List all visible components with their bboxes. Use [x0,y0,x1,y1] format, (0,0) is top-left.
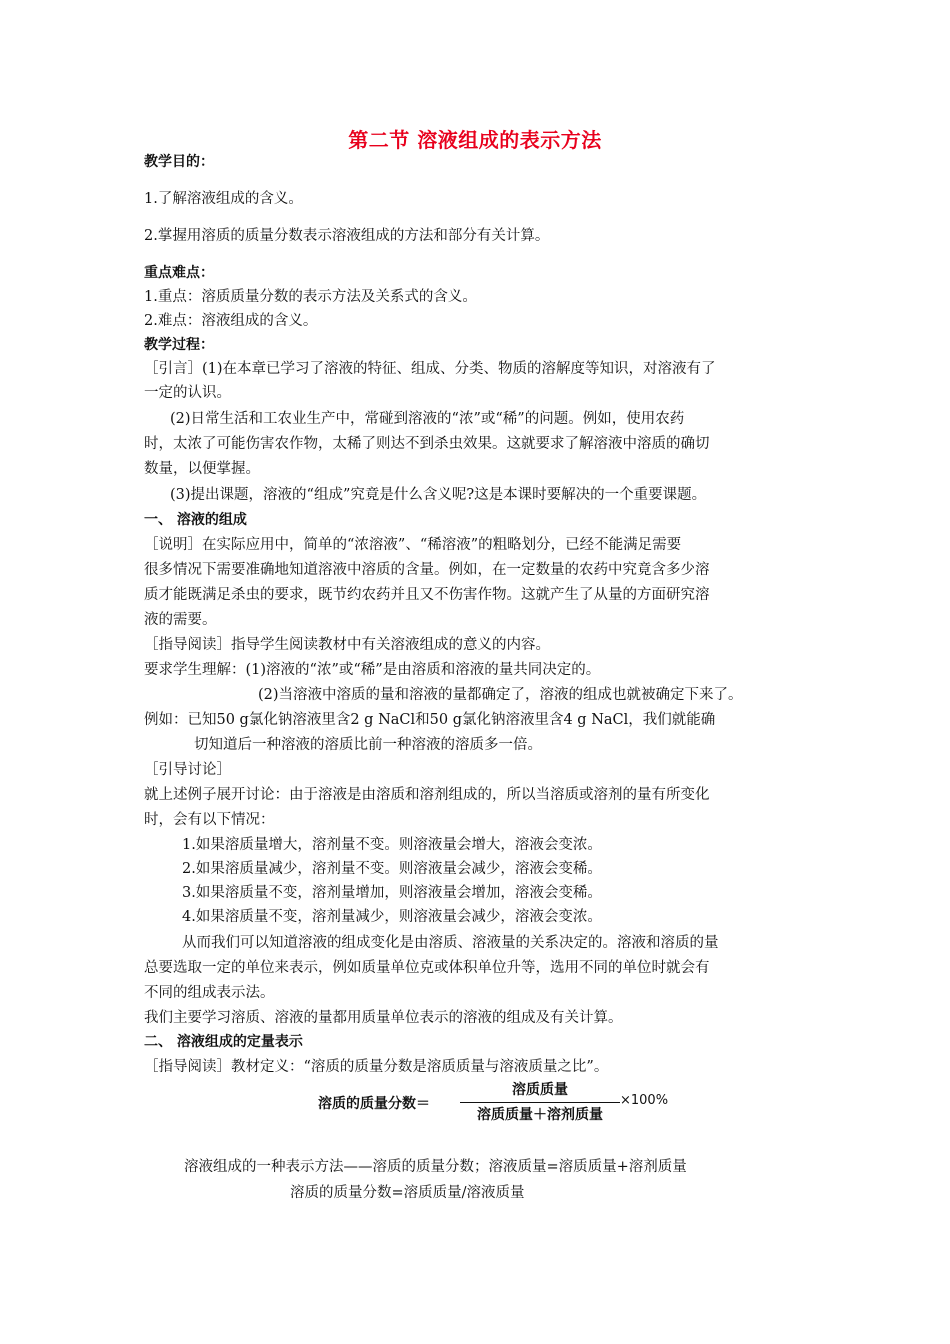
objective-1: 1.了解溶液组成的含义。 [144,191,303,207]
heading-part-2: 二、 溶液组成的定量表示 [144,1034,303,1050]
paragraph-line: (2)日常生活和工农业生产中，常碰到溶液的“浓”或“稀”的问题。例如，使用农药 [170,411,685,427]
paragraph-line: 我们主要学习溶质、溶液的量都用质量单位表示的溶液的组成及有关计算。 [144,1010,623,1026]
formula-lhs: 溶质的质量分数＝ [318,1096,430,1112]
paragraph-line: ［指导阅读］指导学生阅读教材中有关溶液组成的意义的内容。 [144,637,550,653]
paragraph-line: 就上述例子展开讨论：由于溶液是由溶质和溶剂组成的，所以当溶质或溶剂的量有所变化 [144,787,710,803]
formula-percent: ×100% [620,1093,669,1108]
paragraph-line: 时，会有以下情况： [144,812,275,828]
paragraph-line: ［引导讨论］ [144,762,231,778]
list-item: 4.如果溶质量不变，溶剂量减少，则溶液量会减少，溶液会变浓。 [182,909,602,925]
objective-2: 2.掌握用溶质的质量分数表示溶液组成的方法和部分有关计算。 [144,228,550,244]
paragraph-line: (2)当溶液中溶质的量和溶液的量都确定了，溶液的组成也就被确定下来了。 [258,687,743,703]
paragraph-line: 液的需要。 [144,612,217,628]
paragraph-line: 从而我们可以知道溶液的组成变化是由溶质、溶液量的关系决定的。溶液和溶质的量 [182,935,719,951]
section-title: 第二节 溶液组成的表示方法 [348,128,602,152]
formula-fraction [460,1079,620,1126]
paragraph-line: 时，太浓了可能伤害农作物，太稀了则达不到杀虫效果。这就要求了解溶液中溶质的确切 [144,436,710,452]
key-point-2: 2.难点：溶液组成的含义。 [144,313,318,329]
paragraph-line: 质才能既满足杀虫的要求，既节约农药并且又不伤害作物。这就产生了从量的方面研究溶 [144,587,710,603]
key-point-1: 1.重点：溶质质量分数的表示方法及关系式的含义。 [144,289,477,305]
fraction-bar [460,1102,620,1103]
paragraph-line: 一定的认识。 [144,385,231,401]
paragraph-line: ［说明］在实际应用中，简单的“浓溶液”、“稀溶液”的粗略划分，已经不能满足需要 [144,537,682,553]
paragraph-line: (3)提出课题，溶液的“组成”究竟是什么含义呢?这是本课时要解决的一个重要课题。 [170,487,707,503]
paragraph-line: 很多情况下需要准确地知道溶液中溶质的含量。例如，在一定数量的农药中究竟含多少溶 [144,562,710,578]
heading-objectives: 教学目的： [144,154,214,170]
mass-fraction-formula [318,1079,668,1129]
paragraph-line: 溶质的质量分数=溶质质量/溶液质量 [290,1185,525,1201]
paragraph-line: 溶液组成的一种表示方法——溶质的质量分数；溶液质量=溶质质量+溶剂质量 [184,1159,687,1175]
paragraph-line: 例如：已知50 g氯化钠溶液里含2 g NaCl和50 g氯化钠溶液里含4 g NaCl，我们就能确 [144,712,716,728]
paragraph-line: 不同的组成表示法。 [144,985,275,1001]
paragraph-line: 要求学生理解：(1)溶液的“浓”或“稀”是由溶质和溶液的量共同决定的。 [144,662,601,678]
list-item: 2.如果溶质量减少，溶剂量不变。则溶液量会减少，溶液会变稀。 [182,861,602,877]
heading-key-points: 重点难点： [144,265,214,281]
paragraph-line: 总要选取一定的单位来表示，例如质量单位克或体积单位升等，选用不同的单位时就会有 [144,960,710,976]
formula-denominator: 溶质质量＋溶剂质量 [477,1107,603,1123]
list-item: 1.如果溶质量增大，溶剂量不变。则溶液量会增大，溶液会变浓。 [182,837,602,853]
paragraph-line: ［引言］(1)在本章已学习了溶液的特征、组成、分类、物质的溶解度等知识，对溶液有了 [144,361,716,377]
paragraph-line: ［指导阅读］教材定义：“溶质的质量分数是溶质质量与溶液质量之比”。 [144,1059,609,1075]
heading-part-1: 一、 溶液的组成 [144,512,247,528]
paragraph-line: 数量，以便掌握。 [144,461,260,477]
paragraph-line: 切知道后一种溶液的溶质比前一种溶液的溶质多一倍。 [194,737,542,753]
list-item: 3.如果溶质量不变，溶剂量增加，则溶液量会增加，溶液会变稀。 [182,885,602,901]
formula-numerator: 溶质质量 [512,1082,568,1098]
heading-process: 教学过程： [144,337,214,353]
